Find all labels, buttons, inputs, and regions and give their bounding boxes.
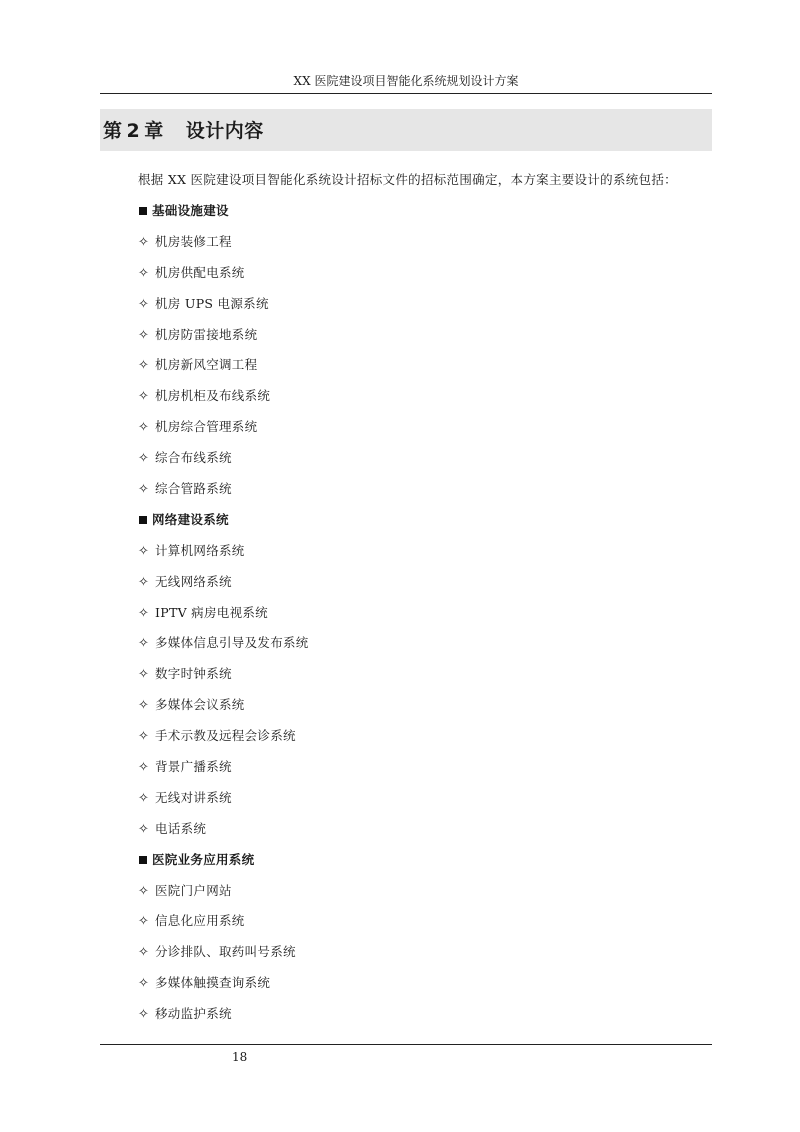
list-item — [138, 412, 309, 443]
list-item-text: 机房 UPS 电源系统 — [155, 295, 269, 311]
list-item-text: 机房综合管理系统 — [155, 419, 258, 435]
list-item — [138, 536, 309, 567]
four-point-star-icon: ✧ — [138, 482, 150, 498]
list-item-text: 手术示教及远程会诊系统 — [155, 728, 296, 744]
running-header: XX 医院建设项目智能化系统规划设计方案 — [293, 74, 519, 88]
category-heading — [138, 845, 309, 876]
list-item — [138, 567, 309, 598]
list-item-text: 机房装修工程 — [155, 233, 232, 249]
list-item — [138, 443, 309, 474]
four-point-star-icon: ✧ — [138, 790, 150, 806]
list-item-text: 无线网络系统 — [155, 573, 232, 589]
four-point-star-icon: ✧ — [138, 389, 150, 405]
list-item-text: 医院门户网站 — [155, 882, 232, 898]
list-item — [138, 752, 309, 783]
four-point-star-icon: ✧ — [138, 234, 150, 250]
system-list — [138, 196, 309, 1030]
four-point-star-icon: ✧ — [138, 698, 150, 714]
square-bullet-icon — [139, 207, 147, 215]
list-item-text: 综合管路系统 — [155, 481, 232, 497]
category-heading — [138, 505, 309, 536]
list-item — [138, 999, 309, 1030]
list-item — [138, 474, 309, 505]
list-item — [138, 968, 309, 999]
four-point-star-icon: ✧ — [138, 358, 150, 374]
four-point-star-icon: ✧ — [138, 945, 150, 961]
list-item-text: 无线对讲系统 — [155, 789, 232, 805]
chapter-heading — [103, 110, 264, 152]
page-number: 18 — [232, 1050, 248, 1064]
list-item — [138, 289, 309, 320]
four-point-star-icon: ✧ — [138, 883, 150, 899]
four-point-star-icon: ✧ — [138, 296, 150, 312]
four-point-star-icon: ✧ — [138, 760, 150, 776]
list-item-text: 机房供配电系统 — [155, 264, 245, 280]
four-point-star-icon: ✧ — [138, 574, 150, 590]
list-item-text: 多媒体触摸查询系统 — [155, 975, 271, 991]
list-item — [138, 876, 309, 907]
four-point-star-icon: ✧ — [138, 976, 150, 992]
category-heading-text: 网络建设系统 — [152, 511, 229, 527]
list-item — [138, 783, 309, 814]
list-item-text: 综合布线系统 — [155, 450, 232, 466]
list-item — [138, 258, 309, 289]
list-item-text: 电话系统 — [155, 820, 207, 836]
list-item-text: 多媒体信息引导及发布系统 — [155, 635, 309, 651]
list-item-text: 机房新风空调工程 — [155, 357, 258, 373]
list-item — [138, 628, 309, 659]
list-item — [138, 320, 309, 351]
list-item-text: 多媒体会议系统 — [155, 697, 245, 713]
list-item-text: 分诊排队、取药叫号系统 — [155, 944, 296, 960]
list-item — [138, 659, 309, 690]
four-point-star-icon: ✧ — [138, 1007, 150, 1023]
four-point-star-icon: ✧ — [138, 636, 150, 652]
list-item — [138, 227, 309, 258]
footer-divider — [100, 1044, 712, 1045]
list-item — [138, 814, 309, 845]
chapter-label-prefix: 第 — [103, 120, 123, 142]
list-item-text: 移动监护系统 — [155, 1006, 232, 1022]
list-item — [138, 721, 309, 752]
four-point-star-icon: ✧ — [138, 667, 150, 683]
four-point-star-icon: ✧ — [138, 914, 150, 930]
list-item — [138, 906, 309, 937]
four-point-star-icon: ✧ — [138, 729, 150, 745]
category-heading-text: 医院业务应用系统 — [152, 851, 255, 867]
four-point-star-icon: ✧ — [138, 821, 150, 837]
four-point-star-icon: ✧ — [138, 420, 150, 436]
list-item — [138, 937, 309, 968]
four-point-star-icon: ✧ — [138, 605, 150, 621]
square-bullet-icon — [139, 856, 147, 864]
list-item-text: 背景广播系统 — [155, 759, 232, 775]
list-item-text: 数字时钟系统 — [155, 666, 232, 682]
four-point-star-icon: ✧ — [138, 327, 150, 343]
list-item — [138, 598, 309, 629]
four-point-star-icon: ✧ — [138, 451, 150, 467]
four-point-star-icon: ✧ — [138, 543, 150, 559]
chapter-label-suffix: 章 — [144, 120, 164, 142]
list-item-text: 信息化应用系统 — [155, 913, 245, 929]
list-item — [138, 350, 309, 381]
category-heading — [138, 196, 309, 227]
list-item-text: 机房防雷接地系统 — [155, 326, 258, 342]
list-item-text: 计算机网络系统 — [155, 542, 245, 558]
list-item — [138, 690, 309, 721]
category-heading-text: 基础设施建设 — [152, 203, 229, 218]
square-bullet-icon — [139, 516, 147, 524]
header-divider — [100, 93, 712, 94]
list-item-text: IPTV 病房电视系统 — [155, 604, 268, 620]
intro-paragraph: 根据 XX 医院建设项目智能化系统设计招标文件的招标范围确定，本方案主要设计的系统包括： — [138, 172, 677, 187]
list-item — [138, 381, 309, 412]
chapter-number: 2 — [126, 120, 141, 142]
four-point-star-icon: ✧ — [138, 265, 150, 281]
list-item-text: 机房机柜及布线系统 — [155, 388, 271, 404]
chapter-title: 设计内容 — [185, 120, 264, 142]
